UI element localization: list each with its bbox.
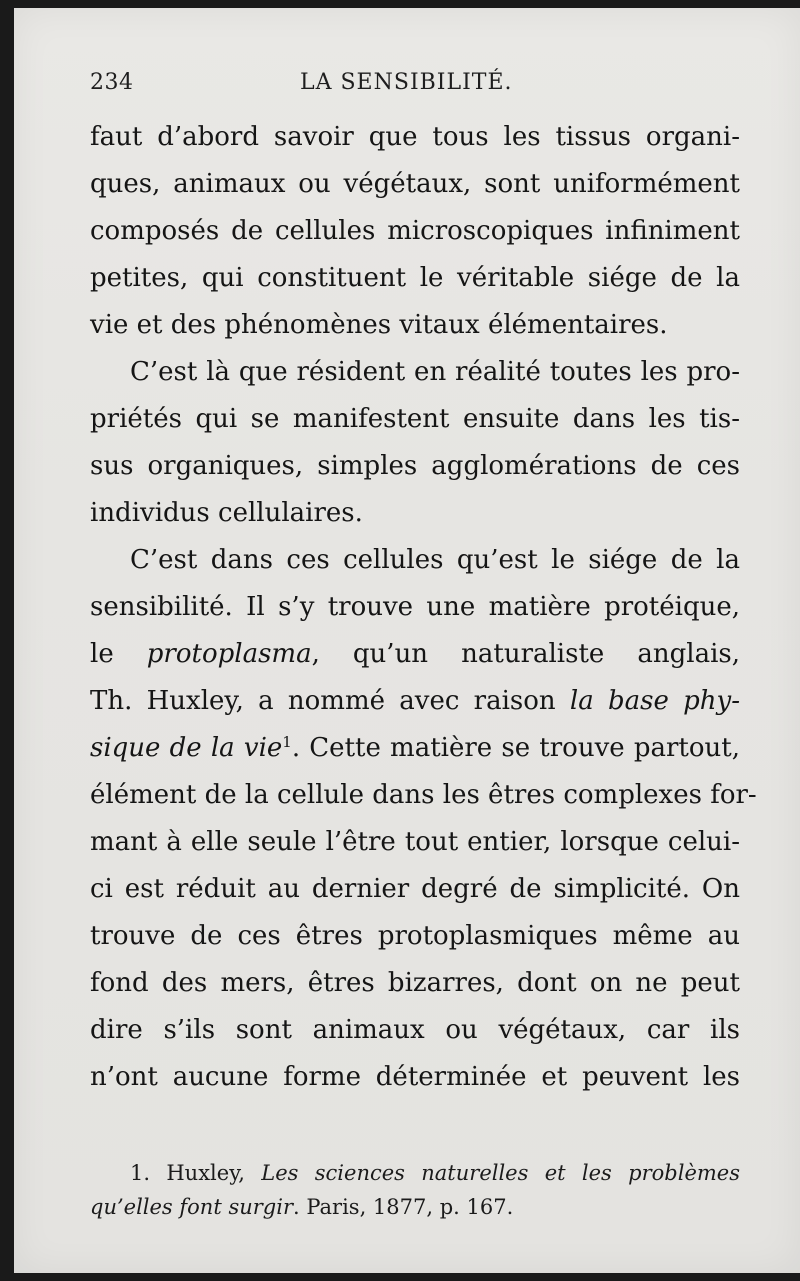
book-page <box>14 8 800 1273</box>
text-line: priétés qui se manifestent ensuite dans les tis- <box>90 404 740 434</box>
text-line: petites, qui constituent le véritable siége de la <box>90 263 740 293</box>
text-line: C’est là que résident en réalité toutes les pro- <box>130 357 740 387</box>
text-fragment: Th. Huxley, a nommé avec raison <box>90 686 570 716</box>
text-fragment: . Cette matière se trouve partout, <box>291 733 740 763</box>
text-line: C’est dans ces cellules qu’est le siége de la <box>130 545 740 575</box>
footnote-marker: 1 <box>282 733 292 751</box>
footnote-number: 1. Huxley, <box>130 1161 262 1185</box>
text-fragment: le <box>90 639 147 669</box>
footnote-line <box>90 1190 740 1224</box>
running-title: LA SENSIBILITÉ. <box>300 70 513 95</box>
italic-term: protoplasma <box>146 639 312 669</box>
text-line: ci est réduit au dernier degré de simplicité. On <box>90 874 740 904</box>
text-line: n’ont aucune forme déterminée et peuvent les <box>90 1062 740 1092</box>
text-line: individus cellulaires. <box>90 498 363 528</box>
text-line: fond des mers, êtres bizarres, dont on ne peut <box>90 968 740 998</box>
footnote-title: Les sciences naturelles et les problèmes <box>261 1161 740 1185</box>
text-line: composés de cellules microscopiques infiniment <box>90 216 740 246</box>
italic-phrase: la base phy- <box>569 686 740 716</box>
page-number: 234 <box>90 70 134 95</box>
paragraph-2 <box>90 349 740 537</box>
text-line: trouve de ces êtres protoplasmiques même au <box>90 921 740 951</box>
text-line <box>90 678 740 725</box>
footnote-line <box>90 1156 740 1190</box>
paragraph-1 <box>90 114 740 349</box>
text-line: sensibilité. Il s’y trouve une matière protéique, <box>90 592 740 622</box>
paragraph-3 <box>90 537 757 1101</box>
text-line: sus organiques, simples agglomérations de ces <box>90 451 740 481</box>
italic-phrase: sique de la vie <box>90 733 283 763</box>
text-fragment: , qu’un naturaliste anglais, <box>311 639 741 669</box>
text-line: mant à elle seule l’être tout entier, lorsque celui- <box>90 827 740 857</box>
text-line <box>90 725 740 772</box>
footnote <box>90 1156 740 1224</box>
text-line: faut d’abord savoir que tous les tissus organi- <box>90 122 740 152</box>
text-line: vie et des phénomènes vitaux élémentaires. <box>90 310 668 340</box>
text-line: dire s’ils sont animaux ou végétaux, car ils <box>90 1015 740 1045</box>
text-line: élément de la cellule dans les êtres complexes for- <box>90 780 757 810</box>
text-line <box>90 631 740 678</box>
page-header <box>90 70 740 110</box>
text-line: ques, animaux ou végétaux, sont uniformément <box>90 169 740 199</box>
body-text <box>90 114 757 1101</box>
footnote-title: qu’elles font surgir <box>90 1195 293 1219</box>
footnote-citation: . Paris, 1877, p. 167. <box>292 1195 514 1219</box>
